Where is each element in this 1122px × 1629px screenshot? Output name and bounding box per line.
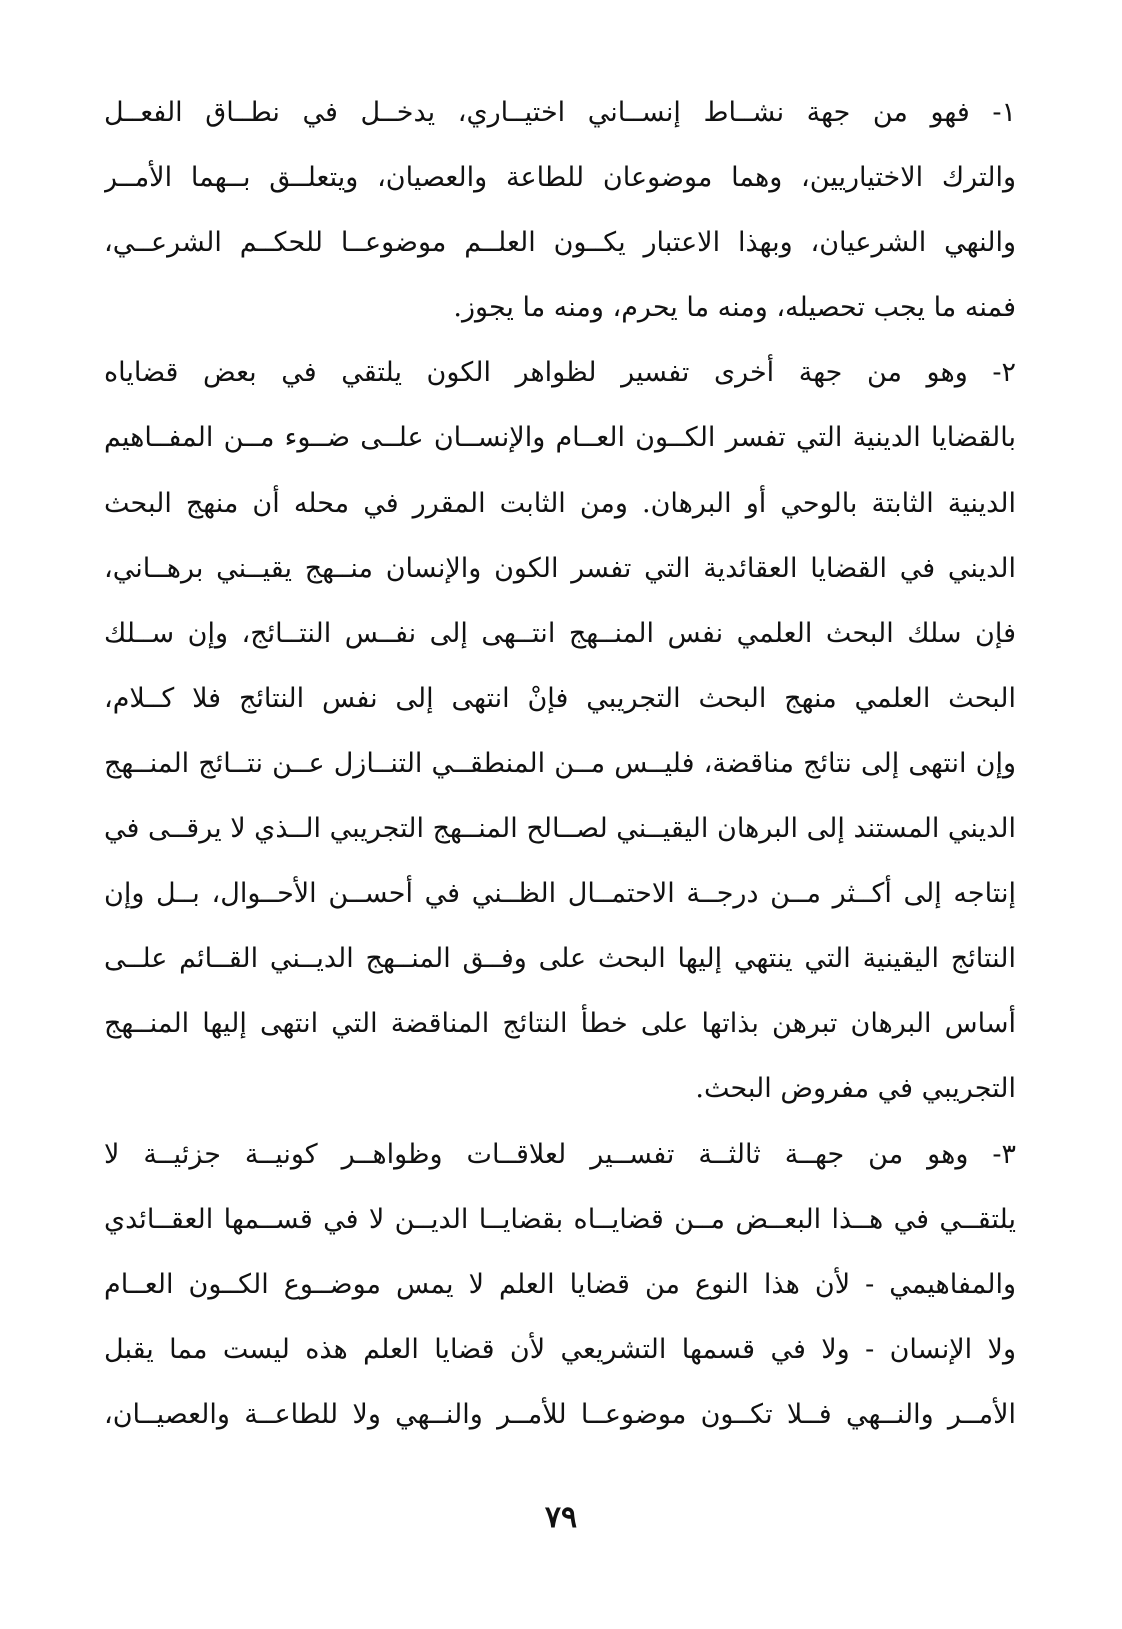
text-line-8: الديني في القضايا العقائدية التي تفسر الكون والإنسان منــهج يقيــني برهــاني، [104,552,1016,584]
text-line-14: النتائج اليقينية التي ينتهي إليها البحث على وفــق المنــهج الديــني القــائم علــى [104,943,1016,975]
text-line-6: بالقضايا الدينية التي تفسر الكــون العــام والإنســان علــى ضــوء مــن المفــاهيم [104,422,1016,454]
text-line-19: والمفاهيمي - لأن هذا النوع من قضايا العلم لا يمس موضــوع الكــون العــام [104,1268,1016,1300]
text-line-11: وإن انتهى إلى نتائج مناقضة، فليــس مــن المنطقــي التنــازل عــن نتــائج المنــهج [104,747,1016,779]
text-line-17: ٣- وهو من جهــة ثالثــة تفســير لعلاقــات وظواهــر كونيــة جزئيــة لا [104,1138,1016,1170]
text-line-2: والترك الاختياريين، وهما موضوعان للطاعة والعصيان، ويتعلــق بــهما الأمــر [104,162,1016,194]
text-line-1: ١- فهو من جهة نشــاط إنســاني اختيــاري، يدخــل في نطــاق الفعــل [104,97,1016,128]
text-line-4: فمنه ما يجب تحصيله، ومنه ما يحرم، ومنه ما يجوز. [453,292,1016,324]
text-line-18: يلتقــي في هــذا البعــض مــن قضايــاه بقضايــا الديــن لا في قســمها العقــائدي [104,1203,1016,1235]
page-number: ٧٩ [544,1500,578,1535]
text-line-20: ولا الإنسان - ولا في قسمها التشريعي لأن قضايا العلم هذه ليست مما يقبل [104,1333,1016,1365]
text-line-16: التجريبي في مفروض البحث. [695,1073,1016,1105]
text-line-5: ٢- وهو من جهة أخرى تفسير لظواهر الكون يلتقي في بعض قضاياه [104,357,1016,389]
text-line-7: الدينية الثابتة بالوحي أو البرهان. ومن الثابت المقرر في محله أن منهج البحث [104,487,1016,519]
text-line-9: فإن سلك البحث العلمي نفس المنــهج انتــهى إلى نفــس النتــائج، وإن ســلك [104,617,1016,649]
text-line-21: الأمــر والنــهي فــلا تكــون موضوعــا للأمــر والنــهي ولا للطاعــة والعصيــان، [104,1398,1016,1430]
body-text [104,80,1016,1447]
text-line-13: إنتاجه إلى أكــثر مــن درجــة الاحتمــال الظــني في أحســن الأحــوال، بــل وإن [104,878,1016,910]
text-line-12: الديني المستند إلى البرهان اليقيــني لصــالح المنــهج التجريبي الــذي لا يرقــى في [104,813,1016,845]
text-line-10: البحث العلمي منهج البحث التجريبي فإنْ انتهى إلى نفس النتائج فلا كــلام، [104,682,1016,714]
text-line-3: والنهي الشرعيان، وبهذا الاعتبار يكــون العلــم موضوعــا للحكــم الشرعــي، [104,227,1016,259]
text-line-15: أساس البرهان تبرهن بذاتها على خطأ النتائج المناقضة التي انتهى إليها المنــهج [104,1008,1016,1040]
